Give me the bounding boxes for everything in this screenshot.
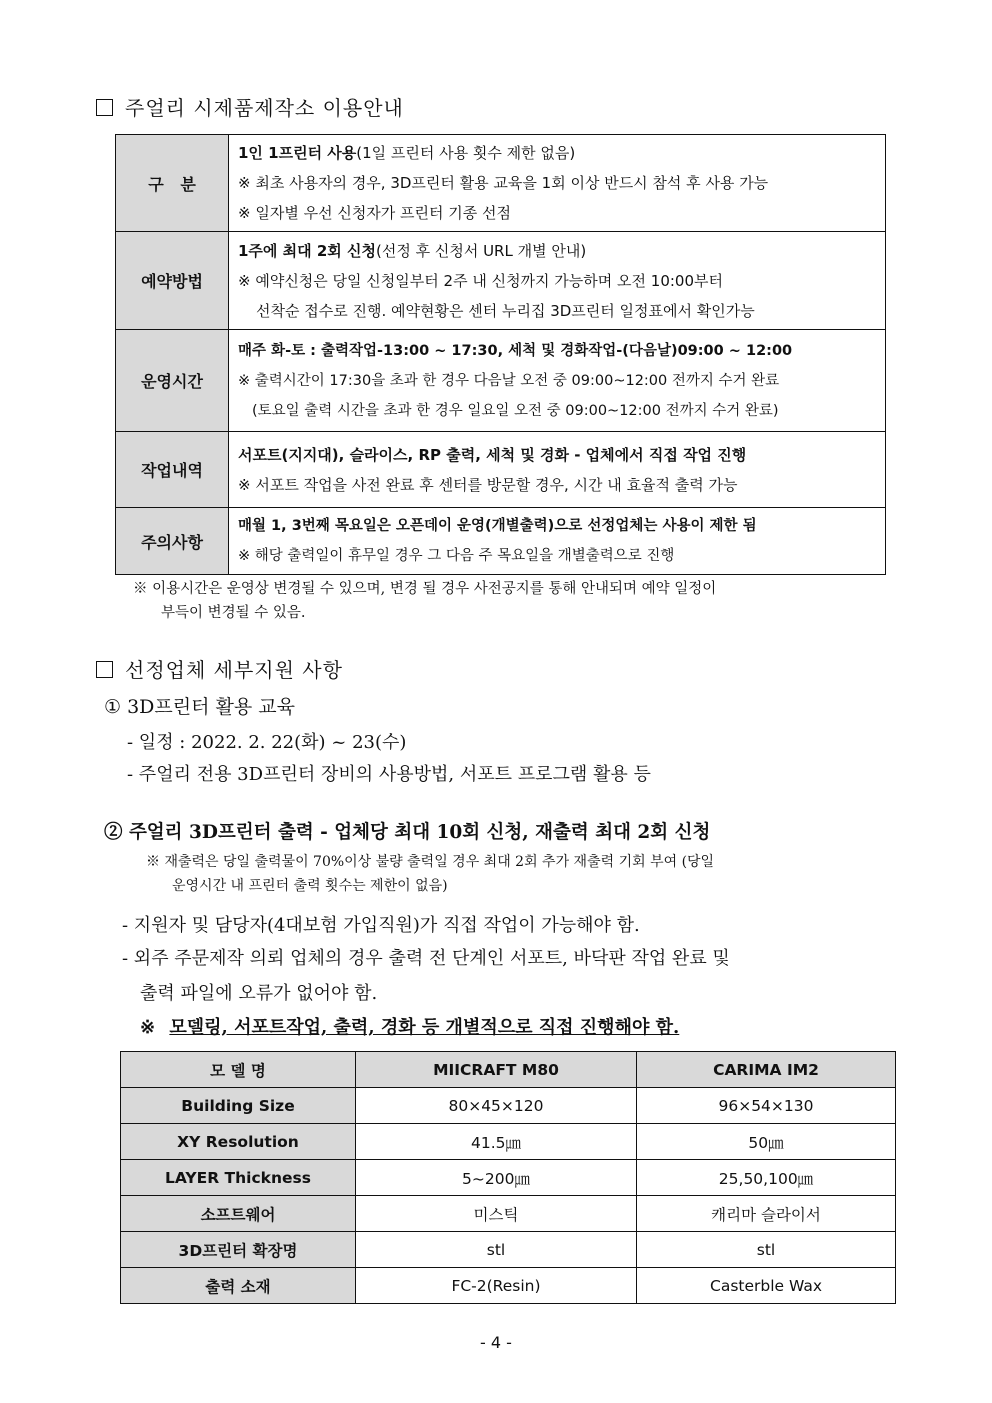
table-row: 출력 소재 FC-2(Resin) Casterble Wax bbox=[121, 1268, 896, 1304]
row-label: 운영시간 bbox=[116, 330, 229, 432]
item2-line: 출력 파일에 오류가 없어야 함. bbox=[140, 983, 378, 1004]
usage-info-table bbox=[115, 134, 886, 575]
page-number: - 4 - bbox=[480, 1333, 512, 1352]
table-row: 소프트웨어 미스틱 캐리마 슬라이서 bbox=[121, 1196, 896, 1232]
item2-line: - 외주 주문제작 의뢰 업체의 경우 출력 전 단계인 서포트, 바닥판 작업 완료 및 bbox=[122, 948, 730, 969]
row-label: 작업내역 bbox=[116, 432, 229, 508]
section2-title: 선정업체 세부지원 사항 bbox=[96, 654, 343, 683]
item1-line: - 일정 : 2022. 2. 22(화) ~ 23(수) bbox=[127, 732, 407, 753]
table-row bbox=[116, 432, 886, 508]
row-label: 구 분 bbox=[116, 135, 229, 232]
table-row bbox=[116, 508, 886, 575]
table-row bbox=[116, 135, 886, 232]
row-label: 주의사항 bbox=[116, 508, 229, 575]
row-label: 예약방법 bbox=[116, 232, 229, 330]
table-row bbox=[116, 232, 886, 330]
table-row: LAYER Thickness 5~200㎛ 25,50,100㎛ bbox=[121, 1160, 896, 1196]
usage-note: ※ 이용시간은 운영상 변경될 수 있으며, 변경 될 경우 사전공지를 통해 안내되며 예약 일정이 부득이 변경될 수 있음. bbox=[133, 581, 717, 621]
table-row: XY Resolution 41.5㎛ 50㎛ bbox=[121, 1124, 896, 1160]
item1-title: ① 3D프린터 활용 교육 bbox=[104, 696, 295, 718]
table-header-row: 모 델 명 MIICRAFT M80 CARIMA IM2 bbox=[121, 1052, 896, 1088]
row-content: 서포트(지지대), 슬라이스, RP 출력, 세척 및 경화 - 업체에서 직접 작업 진행 ※ 서포트 작업을 사전 완료 후 센터를 방문할 경우, 시간 내 효율적 출력 가능 bbox=[229, 432, 886, 508]
row-content: 1주에 최대 2회 신청(선정 후 신청서 URL 개별 안내) ※ 예약신청은 당일 신청일부터 2주 내 신청까지 가능하며 오전 10:00부터 선착순 접수로 진행. 예약현황은 센터 누리집 3D프린터 일정표에서 확인가능 bbox=[229, 232, 886, 330]
checkbox-square-icon bbox=[96, 99, 113, 116]
printer-spec-table bbox=[120, 1051, 896, 1304]
item1-line: - 주얼리 전용 3D프린터 장비의 사용방법, 서포트 프로그램 활용 등 bbox=[127, 764, 651, 785]
table-row: 3D프린터 확장명 stl stl bbox=[121, 1232, 896, 1268]
table-row bbox=[116, 330, 886, 432]
row-content: 1인 1프린터 사용(1일 프린터 사용 횟수 제한 없음) ※ 최초 사용자의 경우, 3D프린터 활용 교육을 1회 이상 반드시 참석 후 사용 가능 ※ 일자별 우선 신청자가 프린터 기종 선점 bbox=[229, 135, 886, 232]
row-content: 매주 화-토 : 출력작업-13:00 ~ 17:30, 세척 및 경화작업-(다음날)09:00 ~ 12:00 ※ 출력시간이 17:30을 초과 한 경우 다음날 오전 중 09:00~12:00 전까지 수거 완료 (토요일 출력 시간을 초과 한 경우 일요일 오전 중 09:00~12:00 전까지 수거 완료) bbox=[229, 330, 886, 432]
item2-note: ※ 재출력은 당일 출력물이 70%이상 불량 출력일 경우 최대 2회 추가 재출력 기회 부여 (당일 운영시간 내 프린터 출력 횟수는 제한이 없음) bbox=[146, 854, 715, 894]
item2-emphasis: ※ 모델링, 서포트작업, 출력, 경화 등 개별적으로 직접 진행해야 함. bbox=[140, 1017, 680, 1038]
row-content: 매월 1, 3번째 목요일은 오픈데이 운영(개별출력)으로 선정업체는 사용이 제한 됨 ※ 해당 출력일이 휴무일 경우 그 다음 주 목요일을 개별출력으로 진행 bbox=[229, 508, 886, 575]
item2-line: - 지원자 및 담당자(4대보험 가입직원)가 직접 작업이 가능해야 함. bbox=[122, 915, 640, 936]
checkbox-square-icon bbox=[96, 661, 113, 678]
section1-title: 주얼리 시제품제작소 이용안내 bbox=[96, 92, 404, 121]
item2-title: ② 주얼리 3D프린터 출력 - 업체당 최대 10회 신청, 재출력 최대 2회 신청 bbox=[104, 822, 711, 843]
table-row: Building Size 80×45×120 96×54×130 bbox=[121, 1088, 896, 1124]
